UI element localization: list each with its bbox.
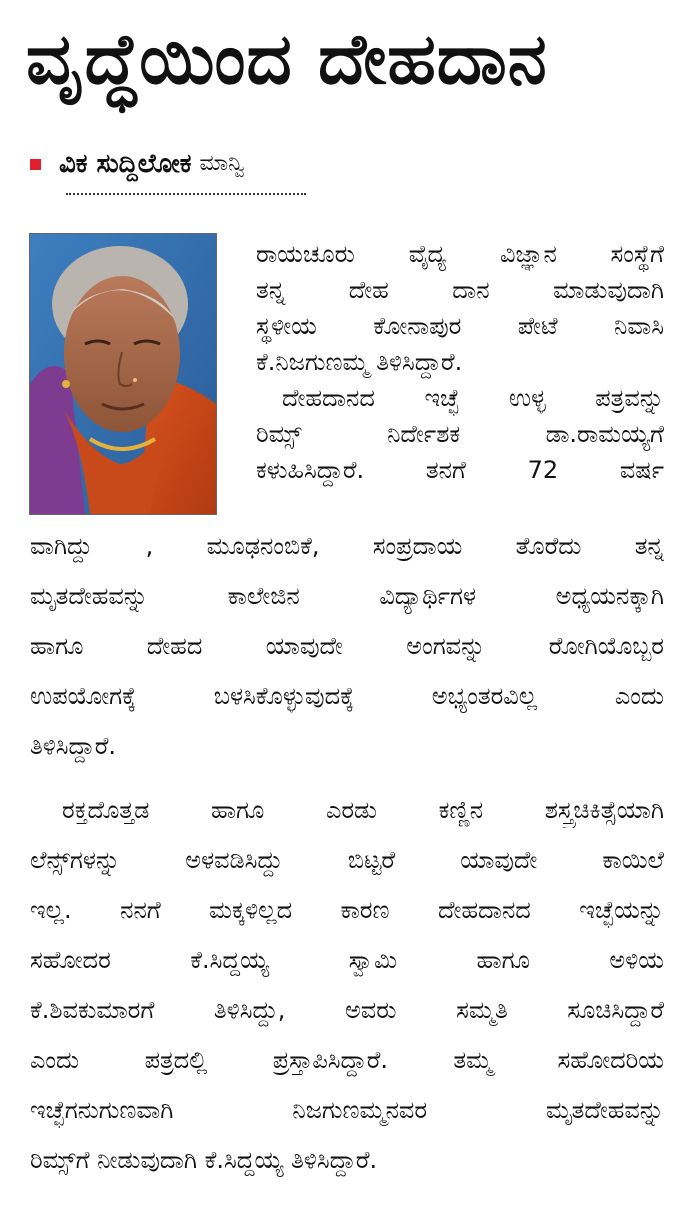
body-line: ದೇಹದಾನದ ಇಚ್ಛೆ ಉಳ್ಳ ಪತ್ರವನ್ನು (282, 384, 664, 412)
body-line: ತಿಳಿಸಿದ್ದಾರೆ. (30, 732, 116, 760)
body-line: ಸ್ಥಳೀಯ ಕೋನಾಪುರ ಪೇಟೆ ನಿವಾಸಿ (256, 312, 664, 340)
headline: ವೃದ್ಧೆಯಿಂದ ದೇಹದಾನ (26, 18, 548, 100)
body-line: ಸಹೋದರ ಕೆ.ಸಿದ್ದಯ್ಯ ಸ್ವಾಮಿ ಹಾಗೂ ಅಳಿಯ (30, 946, 664, 974)
body-line: ಮೃತದೇಹವನ್ನು ಕಾಲೇಜಿನ ವಿದ್ಯಾರ್ಥಿಗಳ ಅಧ್ಯಯನಕ್ಕಾಗಿ (30, 582, 664, 610)
body-line: ರಾಯಚೂರು ವೈದ್ಯ ವಿಜ್ಞಾನ ಸಂಸ್ಥೆಗೆ (256, 240, 664, 268)
body-line: ಕೆ.ನಿಜಗುಣಮ್ಮ ತಿಳಿಸಿದ್ದಾರೆ. (256, 348, 463, 376)
byline-divider (66, 193, 306, 195)
body-line: ರಿಮ್ಸ್ ನಿರ್ದೇಶಕ ಡಾ.ರಾಮಯ್ಯಗೆ (256, 420, 664, 448)
body-line: ರಿಮ್ಸ್‌ಗೆ ನೀಡುವುದಾಗಿ ಕೆ.ಸಿದ್ದಯ್ಯ ತಿಳಿಸಿದ್ದಾರೆ. (30, 1146, 378, 1174)
body-line: ಕೆ.ಶಿವಕುಮಾರಗೆ ತಿಳಿಸಿದ್ದು, ಅವರು ಸಮ್ಮತಿ ಸೂಚಿಸಿದ್ದಾರೆ (30, 996, 664, 1024)
body-line: ಉಪಯೋಗಕ್ಕೆ ಬಳಸಿಕೊಳ್ಳುವುದಕ್ಕೆ ಅಭ್ಯಂತರವಿಲ್ಲ ಎಂದು (30, 682, 664, 710)
body-line: ಇಚ್ಛೆಗನುಗುಣವಾಗಿ ನಿಜಗುಣಮ್ಮನವರ ಮೃತದೇಹವನ್ನು (30, 1096, 664, 1124)
byline-source: ವಿಕ ಸುದ್ದಿಲೋಕ (59, 149, 192, 179)
body-line: ಎಂದು ಪತ್ರದಲ್ಲಿ ಪ್ರಸ್ತಾಪಿಸಿದ್ದಾರೆ. ತಮ್ಮ ಸಹೋದರಿಯ (30, 1046, 664, 1074)
body-line: ಹಾಗೂ ದೇಹದ ಯಾವುದೇ ಅಂಗವನ್ನು ರೋಗಿಯೊಬ್ಬರ (30, 632, 664, 660)
body-line: ರಕ್ತದೊತ್ತಡ ಹಾಗೂ ಎರಡು ಕಣ್ಣಿನ ಶಸ್ತ್ರಚಿಕಿತ್ಸೆಯಾಗಿ (62, 796, 664, 824)
body-line: ಲೆನ್ಸ್‌ಗಳನ್ನು ಅಳವಡಿಸಿದ್ದು ಬಿಟ್ಟರೆ ಯಾವುದೇ ಕಾಯಿಲೆ (30, 846, 664, 874)
body-line: ವಾಗಿದ್ದು , ಮೂಢನಂಬಿಕೆ, ಸಂಪ್ರದಾಯ ತೊರೆದು ತನ್ನ (30, 532, 664, 560)
body-line: ಇಲ್ಲ. ನನಗೆ ಮಕ್ಕಳಿಲ್ಲದ ಕಾರಣ ದೇಹದಾನದ ಇಚ್ಛೆಯನ್ನು (30, 896, 664, 924)
bullet-icon (30, 159, 41, 170)
body-line: ಕಳುಹಿಸಿದ್ದಾರೆ. ತನಗೆ 72 ವರ್ಷ (256, 456, 664, 484)
body-line: ತನ್ನ ದೇಹ ದಾನ ಮಾಡುವುದಾಗಿ (256, 276, 664, 304)
byline (30, 144, 244, 184)
portrait-photo (29, 233, 217, 515)
byline-place: ಮಾನ್ವಿ (199, 151, 245, 176)
